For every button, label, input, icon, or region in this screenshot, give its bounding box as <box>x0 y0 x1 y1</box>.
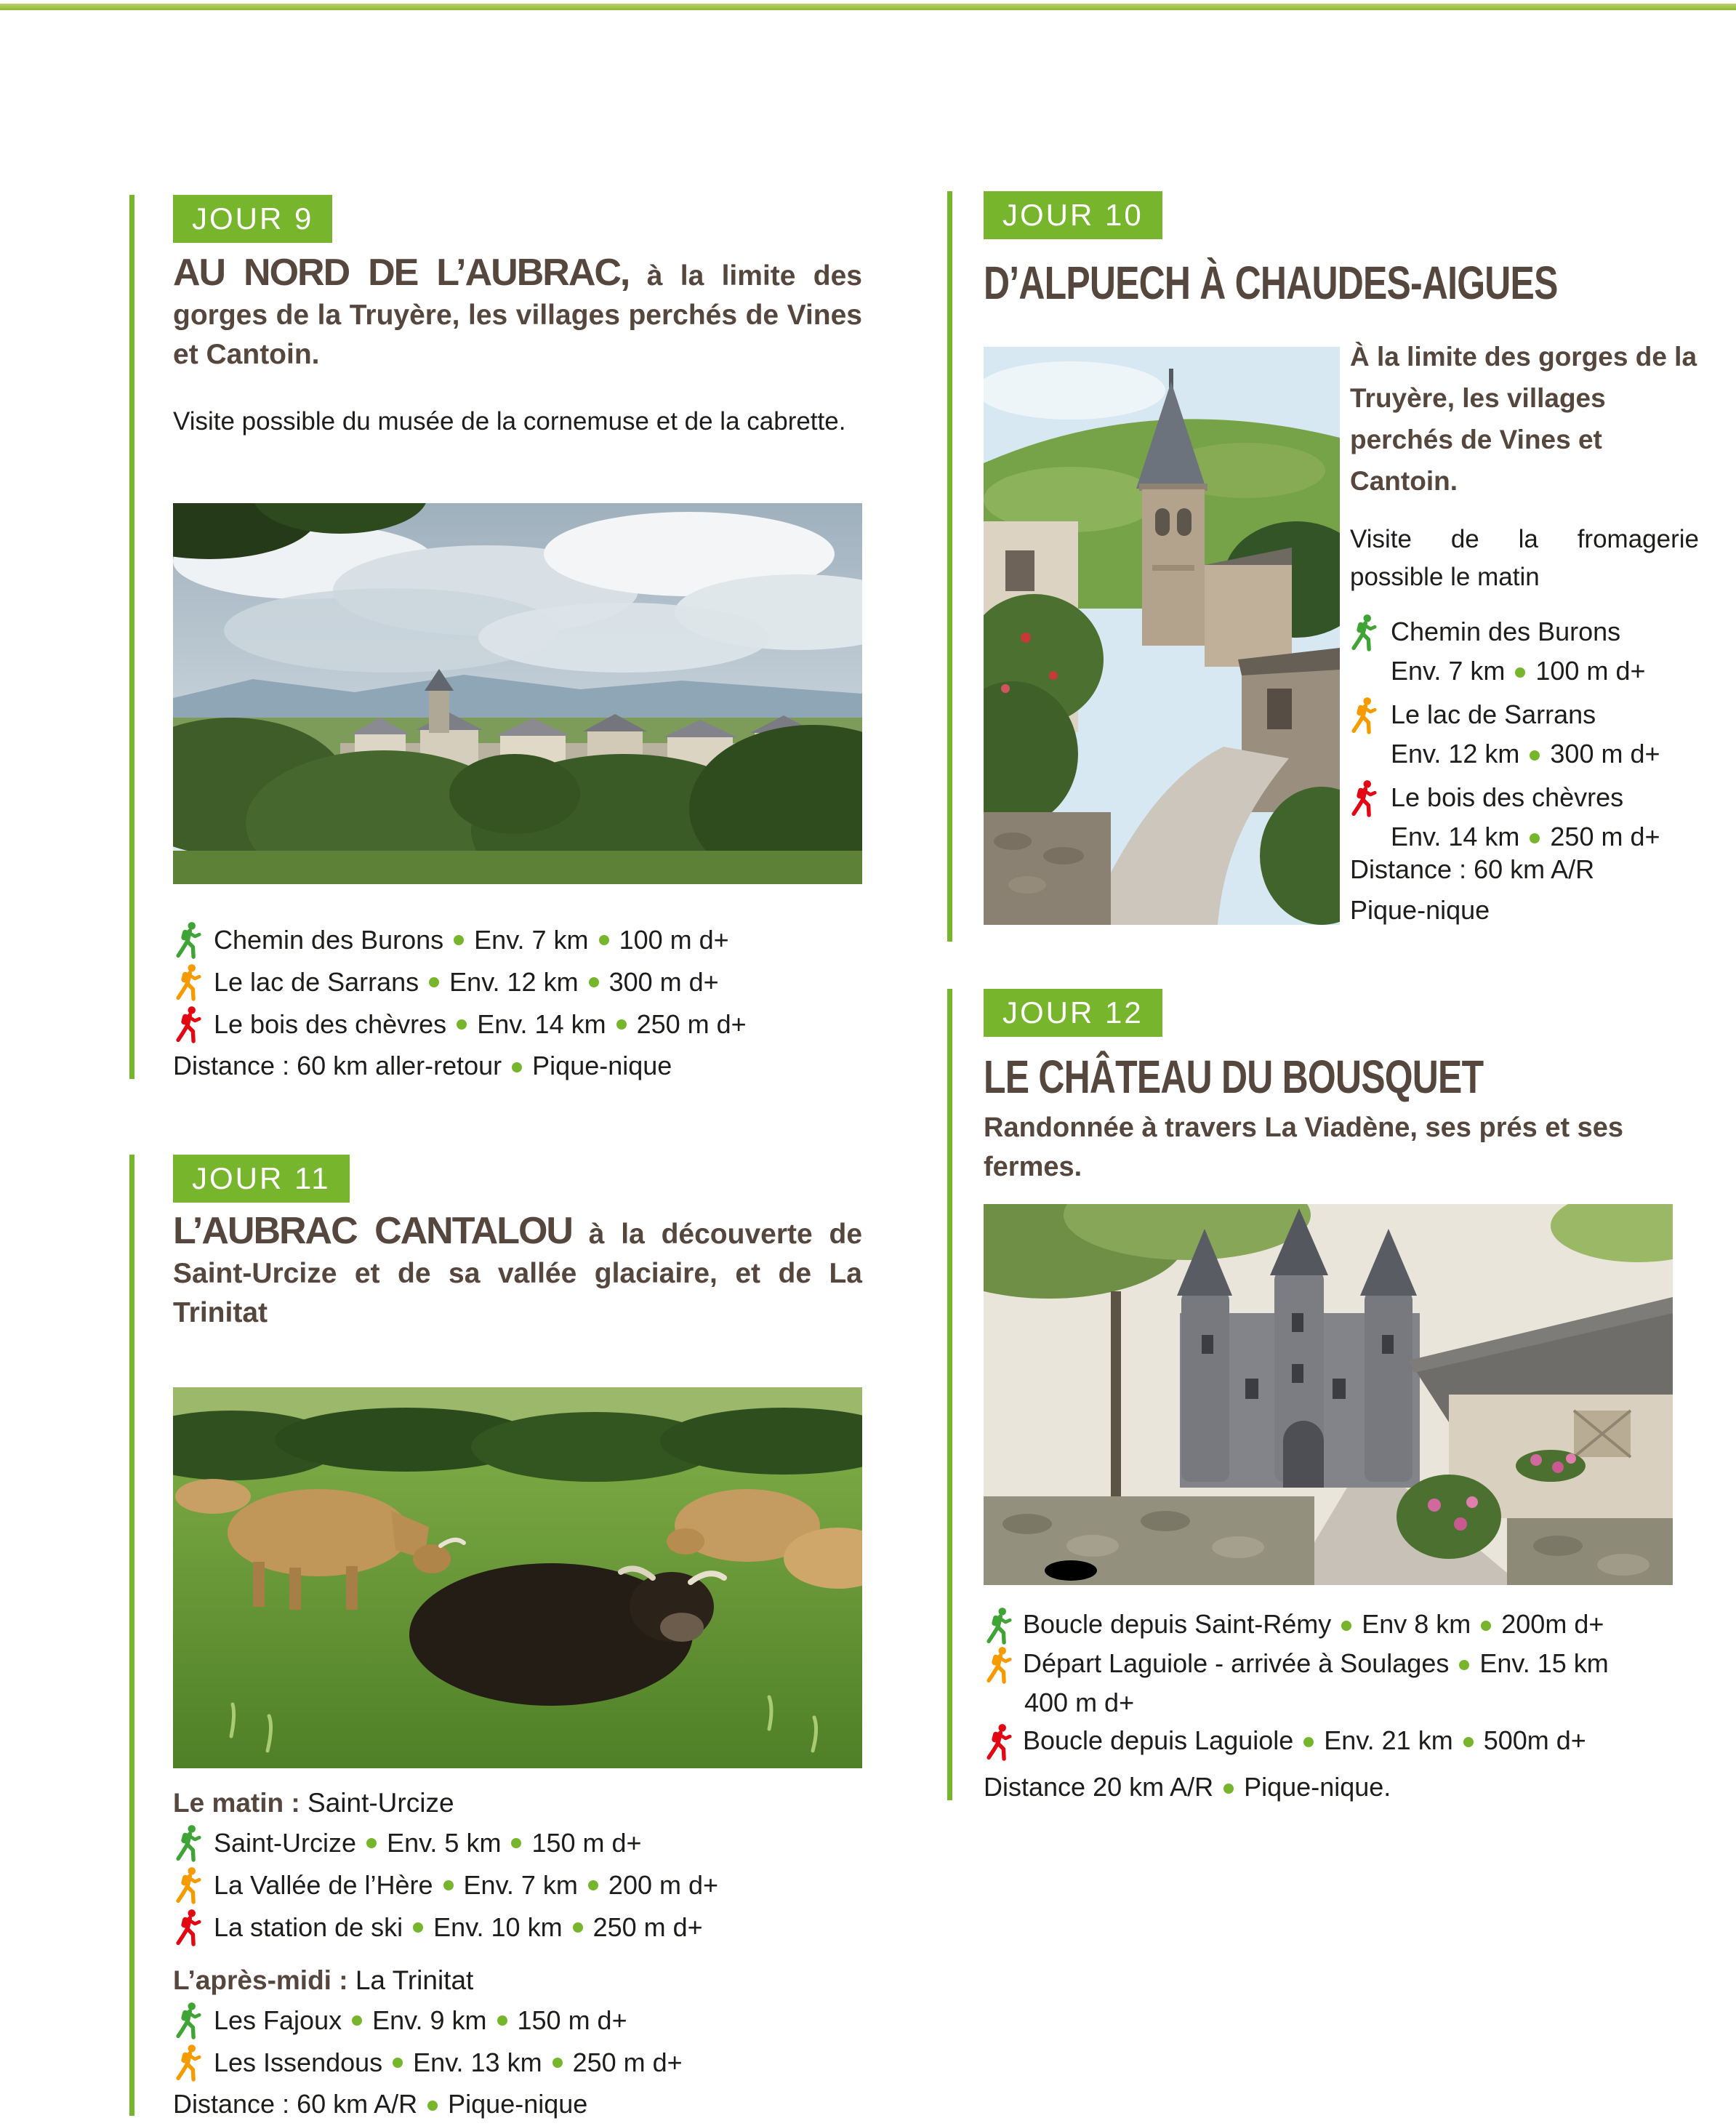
section-rule-jour11 <box>129 1155 134 2116</box>
bullet-separator <box>599 935 609 945</box>
day-badge-jour11: JOUR 11 <box>173 1155 350 1203</box>
bullet-separator <box>573 1922 583 1933</box>
hike-elevation-wrapped: 400 m d+ <box>1024 1688 1135 1717</box>
hike-text <box>1023 1722 1586 1760</box>
hike-row <box>173 1825 718 1861</box>
bullet-separator <box>454 935 464 945</box>
hike-row <box>984 1645 1718 1684</box>
distance-text: Distance 20 km A/R <box>984 1772 1214 1802</box>
hiker-icon-red <box>1349 779 1381 817</box>
period-place: Saint-Urcize <box>300 1788 454 1818</box>
period-label: Le matin : <box>173 1788 300 1818</box>
hike-name: Chemin des Burons <box>214 925 444 955</box>
hiker-icon-red <box>173 1006 205 1043</box>
period-label-afternoon <box>173 1963 473 1998</box>
hike-elevation: 150 m d+ <box>517 2005 627 2035</box>
bullet-separator <box>427 2101 438 2111</box>
hike-elevation: 150 m d+ <box>531 1828 642 1858</box>
hike-elevation: 500m d+ <box>1483 1725 1586 1755</box>
day-badge-jour9: JOUR 9 <box>173 195 332 243</box>
section-title-jour9-condensed: AU NORD DE L’AUBRAC, <box>173 252 630 294</box>
period-place: La Trinitat <box>347 1965 474 1995</box>
bullet-separator <box>413 1922 423 1933</box>
distance-note-jour10 <box>1350 849 1594 931</box>
hiker-icon-orange <box>1349 697 1381 734</box>
bullet-separator <box>1303 1737 1314 1747</box>
hike-text <box>1023 1645 1609 1682</box>
bullet-separator <box>1481 1621 1491 1631</box>
hike-elevation: 100 m d+ <box>1535 656 1646 686</box>
distance-text: Distance : 60 km aller-retour <box>173 1051 502 1080</box>
hike-length: Env. 15 km <box>1479 1648 1609 1678</box>
hike-name: Saint-Urcize <box>214 1828 357 1858</box>
distance-suffix: Pique-nique. <box>1244 1772 1391 1802</box>
hike-name: La station de ski <box>214 1912 403 1942</box>
hike-details <box>1391 734 1727 774</box>
hiker-icon-green <box>1349 614 1381 651</box>
hike-row <box>984 1605 1718 1645</box>
distance-suffix: Pique-nique <box>532 1051 672 1080</box>
hike-length: Env. 7 km <box>463 1870 578 1900</box>
hike-row <box>173 1867 718 1904</box>
section-title-jour11-condensed: L’AUBRAC CANTALOU <box>173 1210 572 1252</box>
day-badge-jour12: JOUR 12 <box>984 989 1162 1037</box>
hike-row <box>173 964 747 1000</box>
section-title-jour9 <box>173 253 862 374</box>
bullet-separator <box>589 977 599 987</box>
bullet-separator <box>1530 833 1540 843</box>
bullet-separator <box>443 1880 454 1890</box>
hike-elevation: 250 m d+ <box>1550 822 1660 851</box>
intro-jour10: À la limite des gorges de la Truyère, les villages perchés de Vines et Cantoin. <box>1350 342 1697 496</box>
hike-name: Chemin des Burons <box>1391 617 1621 646</box>
hike-row <box>173 1909 718 1946</box>
hike-item <box>1349 778 1727 857</box>
hiker-icon-orange <box>173 2044 205 2082</box>
hike-length: Env. 9 km <box>372 2005 487 2035</box>
hike-length: Env. 12 km <box>449 967 579 997</box>
foreground-meadow <box>173 851 862 884</box>
hike-name: Le bois des chèvres <box>1391 782 1624 812</box>
distance-text: Distance : 60 km A/R <box>1350 854 1595 884</box>
hike-name: Le bois des chèvres <box>214 1009 447 1039</box>
hiker-icon-green <box>984 1607 1016 1645</box>
hike-name: Les Issendous <box>214 2047 383 2077</box>
hike-length: Env. 7 km <box>474 925 589 955</box>
hike-length: Env. 14 km <box>477 1009 606 1039</box>
hike-elevation: 250 m d+ <box>592 1912 703 1942</box>
flower-bush <box>1397 1475 1501 1559</box>
distance-note-jour12 <box>984 1767 1391 1808</box>
hike-elevation: 200 m d+ <box>608 1870 719 1900</box>
hike-name: Le lac de Sarrans <box>214 967 419 997</box>
bullet-separator <box>1515 667 1525 678</box>
bullet-separator <box>366 1838 377 1848</box>
section-title-jour12 <box>984 1050 1624 1104</box>
distance-text: Distance : 60 km A/R <box>173 2089 418 2119</box>
bullet-separator <box>552 2058 563 2068</box>
bullet-separator <box>352 2015 362 2026</box>
hike-length: Env. 5 km <box>387 1828 502 1858</box>
hike-length: Env 8 km <box>1362 1609 1471 1639</box>
distance-suffix: Pique-nique <box>1350 895 1490 925</box>
hike-row <box>173 2002 683 2039</box>
bullet-separator <box>1463 1737 1474 1747</box>
photo-jour11-aubrac-cows <box>173 1387 862 1768</box>
hiker-icon-orange <box>173 1866 205 1904</box>
bullet-separator <box>588 1880 598 1890</box>
photo-jour9-village-panorama <box>173 503 862 884</box>
bullet-separator <box>1459 1660 1469 1670</box>
period-label: L’après-midi : <box>173 1965 348 1995</box>
hike-elevation: 250 m d+ <box>572 2047 683 2077</box>
hike-elevation: 100 m d+ <box>619 925 729 955</box>
hike-row <box>173 2045 683 2081</box>
hike-name: Le lac de Sarrans <box>1391 699 1596 729</box>
hiker-icon-green <box>173 2002 205 2039</box>
hike-length: Env. 7 km <box>1391 656 1506 686</box>
hike-list-jour12 <box>984 1605 1718 1761</box>
hike-elevation: 300 m d+ <box>1550 739 1660 769</box>
bullet-separator <box>457 1019 467 1030</box>
hike-length: Env. 21 km <box>1324 1725 1453 1755</box>
bullet-separator <box>511 1838 521 1848</box>
hike-name: Départ Laguiole - arrivée à Soulages <box>1023 1648 1450 1678</box>
castle <box>1177 1208 1420 1488</box>
hike-elevation: 300 m d+ <box>608 967 719 997</box>
hike-item <box>1349 695 1727 774</box>
hiker-icon-green <box>173 1824 205 1862</box>
period-label-morning <box>173 1786 454 1821</box>
bullet-separator <box>497 2015 507 2026</box>
hike-list-jour11-afternoon <box>173 2002 683 2087</box>
hike-list-jour9 <box>173 922 747 1048</box>
hike-elevation: 250 m d+ <box>636 1009 747 1039</box>
section-title-jour11-rest: à la découverte de Saint-Urcize et de sa vallée glaciaire, et de La Trinitat <box>173 1219 863 1328</box>
bullet-separator <box>429 977 439 987</box>
distance-note-jour9 <box>173 1046 672 1086</box>
hike-row <box>984 1722 1718 1761</box>
photo-jour10-village-street <box>984 347 1340 925</box>
hike-length: Env. 13 km <box>413 2047 542 2077</box>
hike-list-jour11-morning <box>173 1825 718 1951</box>
note-jour10: Visite de la fromagerie possible le matin <box>1350 525 1699 591</box>
hiker-icon-red <box>173 1909 205 1946</box>
hiker-icon-green <box>173 921 205 959</box>
section-title-jour10-text: D’ALPUECH À CHAUDES-AIGUES <box>984 257 1558 309</box>
section-title-jour12-text: LE CHÂTEAU DU BOUSQUET <box>984 1051 1484 1103</box>
note-jour9: Visite possible du musée de la cornemuse et de la cabrette. <box>173 407 846 436</box>
bullet-separator <box>1530 750 1540 761</box>
bullet-separator <box>1341 1621 1351 1631</box>
hike-name: Les Fajoux <box>214 2005 342 2035</box>
hike-length: Env. 10 km <box>433 1912 563 1942</box>
section-title-jour9-rest: à la limite des gorges de la Truyère, les villages perchés de Vines et Cantoin. <box>173 260 862 370</box>
cloud <box>984 361 1165 420</box>
section-rule-jour12 <box>947 989 952 1800</box>
hike-list-jour10 <box>1349 612 1727 861</box>
hike-row <box>173 1006 747 1043</box>
bullet-separator <box>1223 1784 1234 1794</box>
hike-length: Env. 14 km <box>1391 822 1520 851</box>
hike-name: Boucle depuis Laguiole <box>1023 1725 1294 1755</box>
page-top-rule <box>0 4 1736 10</box>
hike-text <box>1023 1605 1604 1643</box>
hike-length: Env. 12 km <box>1391 739 1520 769</box>
bullet-separator <box>393 2058 403 2068</box>
day-badge-jour10: JOUR 10 <box>984 191 1162 239</box>
bullet-separator <box>616 1019 627 1030</box>
distance-suffix: Pique-nique <box>448 2089 588 2119</box>
stone-wall <box>984 812 1111 925</box>
photo-jour12-chateau-bousquet <box>984 1204 1673 1585</box>
hike-name: Boucle depuis Saint-Rémy <box>1023 1609 1332 1639</box>
hiker-icon-orange <box>984 1646 1016 1684</box>
hike-row <box>173 922 747 958</box>
section-rule-jour10 <box>947 191 952 942</box>
hiker-icon-orange <box>173 963 205 1001</box>
subtitle-jour12: Randonnée à travers La Viadène, ses prés et ses fermes. <box>984 1112 1624 1182</box>
hike-details <box>1391 651 1727 691</box>
section-title-jour10 <box>984 256 1719 310</box>
hiker-icon-red <box>984 1723 1016 1761</box>
hike-elevation: 200m d+ <box>1501 1609 1604 1639</box>
hike-item <box>1349 612 1727 691</box>
distance-note-jour11 <box>173 2084 587 2125</box>
bullet-separator <box>512 1062 522 1072</box>
hike-name: La Vallée de l’Hère <box>214 1870 433 1900</box>
section-title-jour11 <box>173 1211 862 1333</box>
section-rule-jour9 <box>129 195 134 1079</box>
